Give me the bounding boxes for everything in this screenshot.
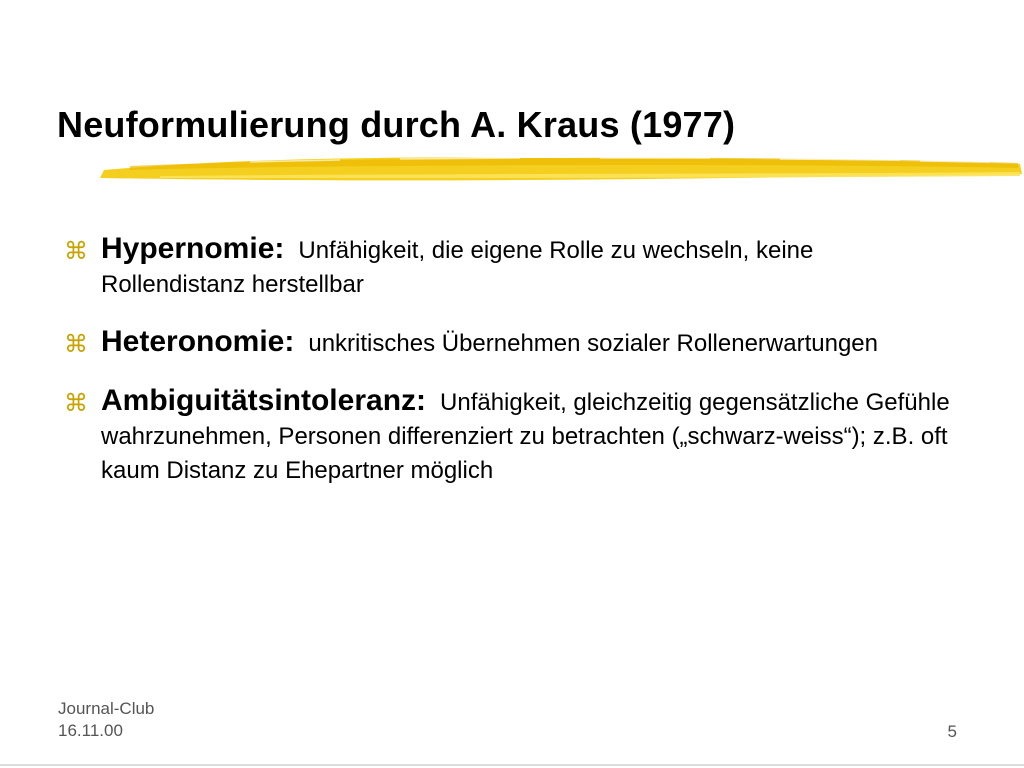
bullet-description: Unfähigkeit, gleichzeitig gegensätzliche Gefühle wahrzunehmen, Personen differenziert zu betrachten („schwarz-weiss“); z.B. oft kaum Distanz zu Ehepartner möglich	[101, 389, 950, 484]
footer-date: 16.11.00	[58, 721, 123, 740]
bullet-item-ambiguitaetsintoleranz	[64, 384, 954, 488]
bullet-term: Ambiguitätsintoleranz:	[101, 384, 427, 417]
bullet-description: Unfähigkeit, die eigene Rolle zu wechseln, keine Rollendistanz herstellbar	[101, 237, 814, 298]
command-key-icon: ⌘	[64, 237, 88, 265]
bottom-divider	[0, 764, 1024, 766]
bullet-text	[101, 232, 814, 298]
slide-title: Neuformulierung durch A. Kraus (1977)	[57, 104, 736, 145]
bullet-text	[101, 325, 878, 358]
bullet-description: unkritisches Übernehmen sozialer Rollenerwartungen	[308, 330, 878, 357]
title-brush-underline	[100, 146, 1024, 192]
command-key-icon: ⌘	[64, 330, 88, 358]
bullet-item-hypernomie	[64, 232, 954, 302]
footer-info	[58, 698, 154, 742]
bullet-list	[64, 232, 954, 511]
command-key-icon: ⌘	[64, 389, 88, 417]
page-number: 5	[947, 722, 957, 741]
bullet-text	[101, 384, 950, 484]
bullet-item-heteronomie	[64, 325, 954, 361]
bullet-term: Hypernomie:	[101, 232, 285, 265]
bullet-term: Heteronomie:	[101, 325, 295, 358]
footer-event: Journal-Club	[58, 699, 155, 718]
